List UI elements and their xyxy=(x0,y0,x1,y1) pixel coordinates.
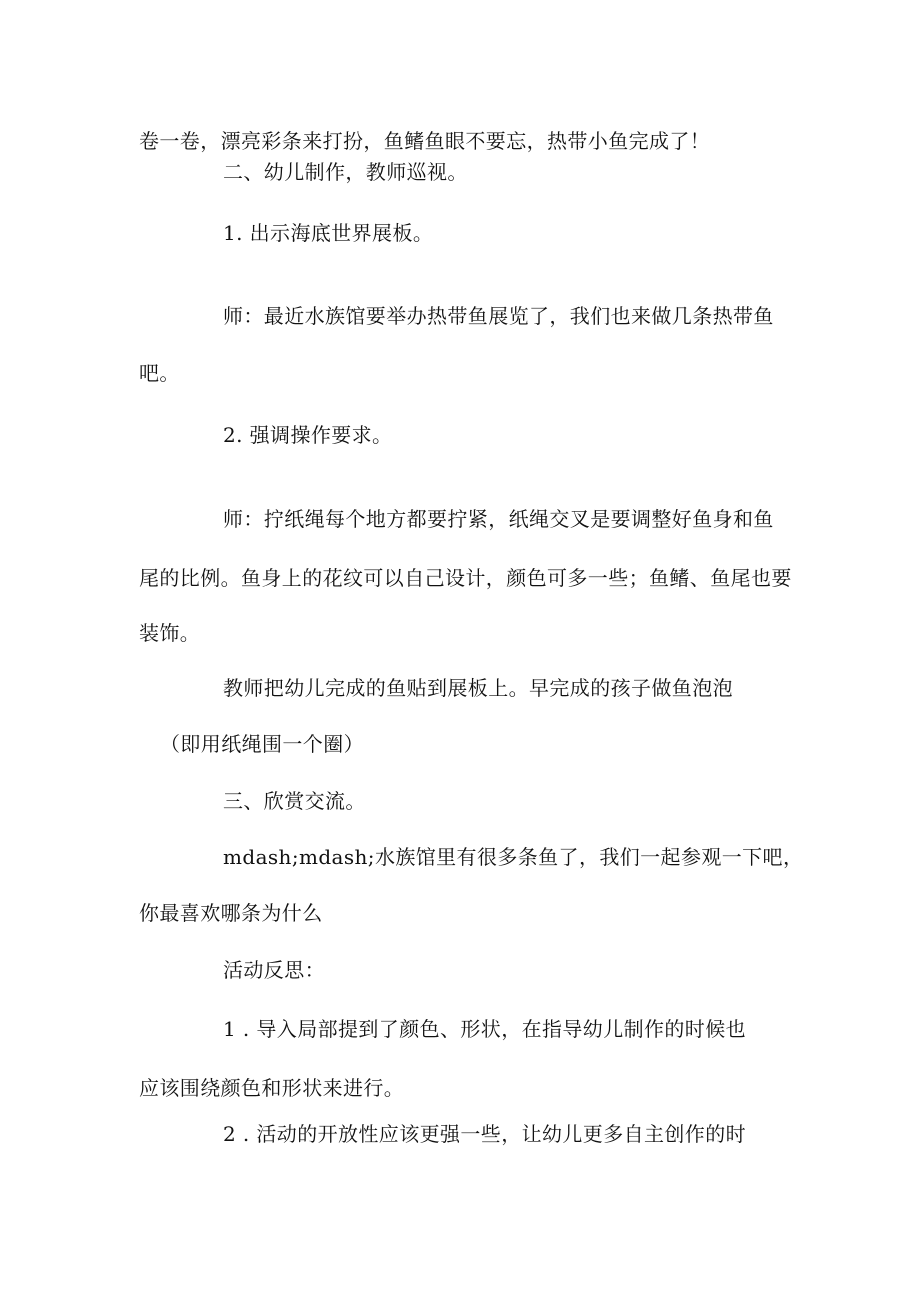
teacher-line-twist-rope: 师：拧纸绳每个地方都要拧紧，纸绳交叉是要调整好鱼身和鱼 xyxy=(223,507,774,531)
heading-children-making: 二、幼儿制作，教师巡视。 xyxy=(223,160,468,184)
reflection-item-2: 2 . 活动的开放性应该更强一些，让幼儿更多自主创作的时 xyxy=(223,1122,746,1146)
heading-appreciation: 三、欣赏交流。 xyxy=(223,789,366,813)
reflection-item-1-cont: 应该围绕颜色和形状来进行。 xyxy=(139,1076,405,1100)
step-show-board: 1. 出示海底世界展板。 xyxy=(223,221,434,245)
reflection-item-1: 1 . 导入局部提到了颜色、形状，在指导幼儿制作的时候也 xyxy=(223,1017,746,1041)
step-emphasize-requirements: 2. 强调操作要求。 xyxy=(223,423,393,447)
text-line-paste-fish: 教师把幼儿完成的鱼贴到展板上。早完成的孩子做鱼泡泡 xyxy=(223,676,733,700)
heading-reflection: 活动反思： xyxy=(223,958,325,982)
teacher-line-aquarium-cont: 吧。 xyxy=(139,361,180,385)
teacher-line-twist-rope-end: 装饰。 xyxy=(139,621,201,645)
text-line-visit-cont: 你最喜欢哪条为什么 xyxy=(139,901,323,925)
teacher-line-aquarium: 师：最近水族馆要举办热带鱼展览了，我们也来做几条热带鱼 xyxy=(223,304,774,328)
teacher-line-twist-rope-cont: 尾的比例。鱼身上的花纹可以自己设计，颜色可多一些；鱼鳍、鱼尾也要 xyxy=(139,566,792,590)
text-line-paste-fish-note: （即用纸绳围一个圈） xyxy=(160,732,364,756)
text-line-fish-rhyme-end: 卷一卷，漂亮彩条来打扮，鱼鳍鱼眼不要忘，热带小鱼完成了！ xyxy=(139,129,711,153)
text-line-visit: mdash;mdash;水族馆里有很多条鱼了，我们一起参观一下吧， xyxy=(223,845,804,869)
